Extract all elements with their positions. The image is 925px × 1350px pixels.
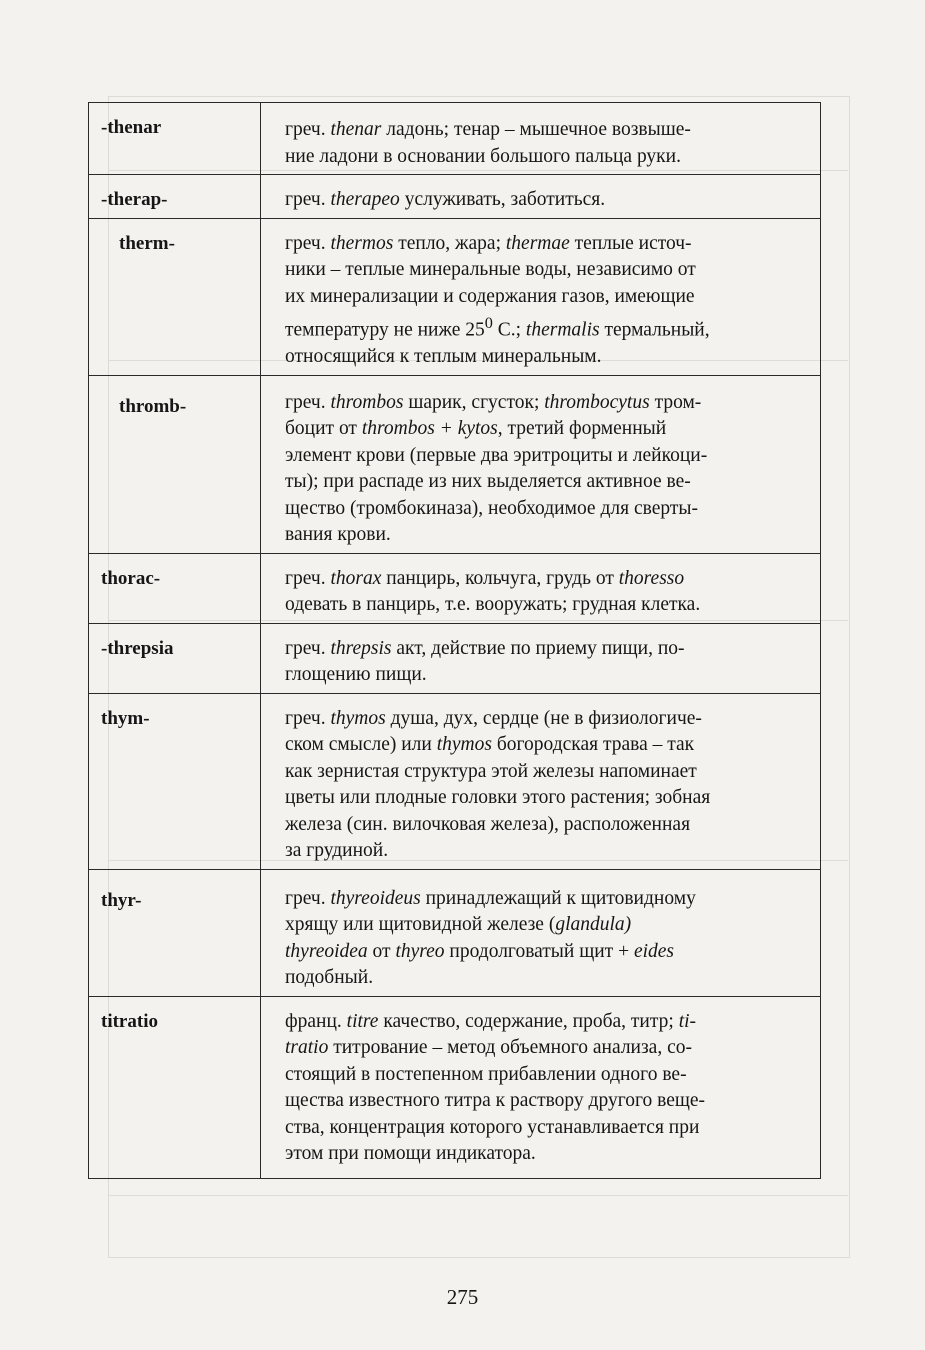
term-cell: therm- (89, 218, 261, 375)
term-cell: thyr- (89, 869, 261, 996)
latin-term: thermae (505, 232, 570, 254)
glossary-row (89, 175, 821, 219)
glossary-table (88, 102, 821, 1179)
latin-term: thyreoideus (330, 887, 421, 909)
glossary-row (89, 869, 821, 996)
definition-cell: греч. thymos душа, дух, сердце (не в физиологиче- ском смысле) или thymos богородская трава – так как зернистая структура этой железы напоминает цветы или плодные головки этого растения; зобная железа (син. вилочковая железа), расположенная за грудиной. (261, 693, 821, 869)
latin-term: thymos (330, 707, 386, 729)
latin-term: thymos (436, 734, 492, 755)
superscript: 0 (484, 314, 493, 332)
term-cell: thorac- (89, 553, 261, 623)
latin-term: glandula) (555, 914, 632, 935)
latin-term: thrombos (330, 391, 404, 413)
latin-term: thermos (330, 232, 394, 254)
latin-term: therapeo (330, 189, 400, 210)
page-number: 275 (446, 1285, 479, 1309)
glossary-row (89, 693, 821, 869)
show-through-rule (108, 1195, 848, 1196)
term-cell: thromb- (89, 375, 261, 553)
definition-cell: греч. thorax панцирь, кольчуга, грудь от thoresso одевать в панцирь, т.е. вооружать; грудная клетка. (261, 553, 821, 623)
glossary-row (89, 996, 821, 1178)
term-cell: thym- (89, 693, 261, 869)
glossary-row (89, 623, 821, 693)
definition-cell: греч. thyreoideus принадлежащий к щитовидному хрящу или щитовидной железе (glandula) thyreoidea от thyreo продолговатый щит + eides подобный. (261, 869, 821, 996)
latin-term: thrombocytus (544, 391, 650, 413)
definition-cell: греч. threpsis акт, действие по приему пищи, по- глощению пищи. (261, 623, 821, 693)
definition-cell: греч. thermos тепло, жара; thermae теплые источ- ники – теплые минеральные воды, независимо от их минерализации и содержания газов, имеющие температуру не ниже $25^0$ С.; thermalis термальный, относящийся к теплым минеральным. (261, 218, 821, 375)
latin-term: thyreo (395, 940, 445, 962)
definition-cell: греч. thenar ладонь; тенар – мышечное возвыше- ние ладони в основании большого пальца руки. (261, 103, 821, 175)
latin-term: ti- (678, 1010, 697, 1032)
latin-term: tratio (285, 1037, 329, 1058)
latin-term: thoresso (618, 567, 685, 589)
definition-cell: греч. thrombos шарик, сгусток; thrombocytus тром- боцит от thrombos + kytos, третий форменный элемент крови (первые два эритроциты и лейкоци- ты); при распаде из них выделяется активное ве- щество (тромбокиназа), необходимое для сверты- вания крови. (261, 375, 821, 553)
glossary-row (89, 103, 821, 175)
glossary-row (89, 553, 821, 623)
latin-term: thyreoidea (285, 940, 368, 962)
term-cell: -thenar (89, 103, 261, 175)
latin-term: thenar (330, 119, 382, 140)
definition-cell: франц. titre качество, содержание, проба, титр; ti- tratio титрование – метод объемного анализа, со- стоящий в постепенном прибавлении одного ве- щества известного титра к раствору другого веще- ства, концентрация которого устанавливается при этом при помощи индикатора. (261, 996, 821, 1178)
latin-term: thrombos + kytos (361, 418, 498, 439)
term-cell: -therap- (89, 175, 261, 219)
glossary-row (89, 218, 821, 375)
latin-term: threpsis (330, 637, 392, 659)
glossary-table-body (89, 103, 821, 1179)
latin-term: titre (346, 1010, 379, 1032)
latin-term: thermalis (525, 319, 600, 341)
term-cell: -threpsia (89, 623, 261, 693)
glossary-row (89, 375, 821, 553)
term-cell: titratio (89, 996, 261, 1178)
definition-cell: греч. therapeo услуживать, заботиться. (261, 175, 821, 219)
latin-term: thorax (330, 567, 382, 589)
latin-term: eides (633, 940, 675, 962)
